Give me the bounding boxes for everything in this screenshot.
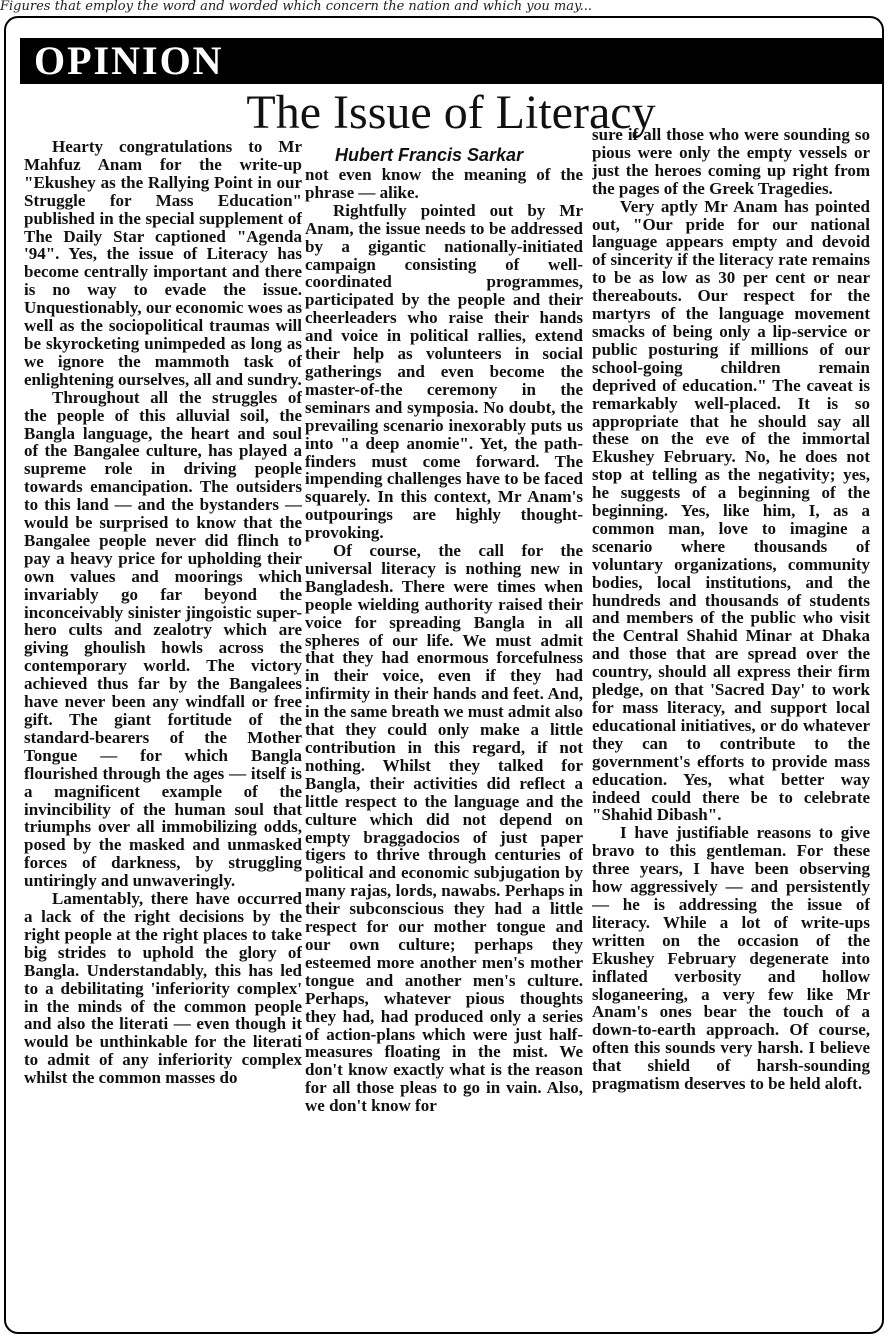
paragraph: Very aptly Mr Anam has pointed out, "Our pride for our national language appears empty and devoid of sincerity if the literacy rate remains to be as low as 30 per cent or near thereabouts. Our respect for the martyrs of the language movement smacks of being only a lip-service or public posturing if millions of our school-going children remain deprived of education." The caveat is remarkably well-placed. It is so appropriate that he should say all these on the eve of the immortal Ekushey February. No, he does not stop at telling as the negativity; yes, he suggests of a beginning of the beginning. Yes, like him, I, as a common man, love to imagine a scenario where thousands of voluntary organizations, community bodies, local institutions, and the hundreds and thousands of students and members of the public who visit the Central Shahid Minar at Dhaka and those that are spread over the country, should all express their firm pledge, on that 'Sacred Day' to work for mass literacy, and support local educational initiatives, or do whatever they can to contribute to the government's efforts to provide mass education. Yes, what better way indeed could there be to celebrate "Shahid Dibash". — [592, 196, 870, 825]
paragraph: Of course, the call for the universal literacy is nothing new in Bangladesh. There were times when people wielding authority raised their voice for spreading Bangla in all spheres of our life. We must admit that they had enormous forcefulness in their voice, even if they had infirmity in their hands and feet. And, in the same breath we must admit also that they could only make a little contribution in this regard, if not nothing. Whilst they talked for Bangla, their activities did reflect a little respect to the language and the culture which did not depend on empty braggadocios of just paper tigers to thrive through centuries of political and economic subjugation by many rajas, lords, nawabs. Perhaps in their subconscious they had a little respect for our mother tongue and our own culture; perhaps they esteemed more another men's mother tongue and another men's culture. Perhaps, whatever pious thoughts they had, had produced only a series of action-plans which were just half-measures floating in the mist. We don't know exactly what is the reason for all those pleas to go in vain. Also, we don't know for — [305, 541, 583, 1116]
top-clipped-text: Figures that employ the word and worded which concern the nation and which you may... — [0, 0, 593, 14]
column-3 — [592, 126, 870, 1314]
paragraph: Lamentably, there have occurred a lack of the right decisions by the right people at the right places to take big strides to uphold the glory of Bangla. Understandably, this has led to a debilitating 'inferiority complex' in the minds of the common people and also the literati — even though it would be unthinkable for the literati to admit of any inferiority complex whilst the common masses do — [24, 889, 302, 1088]
column-2 — [305, 138, 583, 1316]
paragraph: Rightfully pointed out by Mr Anam, the issue needs to be addressed by a gigantic nationally-initiated campaign consisting of well-coordinated programmes, participated by the people and their cheerleaders who raise their hands and voice in political rallies, extend their help as volunteers in social gatherings and even become the master-of-the ceremony in the seminars and symposia. No doubt, the prevailing scenario inexorably puts us into "a deep anomie". Yet, the path-finders must come forward. The impending challenges have to be faced squarely. In this context, Mr Anam's outpourings are highly thought-provoking. — [305, 200, 583, 543]
headline: The Issue of Literacy — [246, 86, 656, 139]
byline: Hubert Francis Sarkar — [335, 145, 524, 165]
paragraph: Hearty congratulations to Mr Mahfuz Anam for the write-up "Ekushey as the Rallying Point in our Struggle for Mass Education" published in the special supplement of The Daily Star captioned "Agenda '94". Yes, the issue of Literacy has become centrally important and there is no way to evade the issue. Unquestionably, our economic woes as well as the sociopolitical traumas will be skyrocketing unimpeded as long as we ignore the mammoth task of enlightening ourselves, all and sundry. — [24, 138, 302, 389]
paragraph: not even know the meaning of the phrase — alike. — [305, 165, 583, 202]
section-banner: OPINION — [20, 38, 882, 84]
column-1 — [24, 138, 302, 1316]
paragraph: I have justifiable reasons to give bravo to this gentleman. For these three years, I have been observing how aggressively — and persistently — he is addressing the issue of literacy. While a lot of write-ups written on the occasion of the Ekushey February degenerate into inflated verbosity and hollow sloganeering, a very few like Mr Anam's ones bear the touch of a down-to-earth approach. Of course, often this sounds very harsh. I believe that shield of harsh-sounding pragmatism deserves to be held aloft. — [592, 823, 870, 1094]
paragraph: Throughout all the struggles of the people of this alluvial soil, the Bangla language, the heart and soul of the Bangalee culture, has played a supreme role in driving people towards emancipation. The outsiders to this land — and the bystanders — would be surprised to know that the Bangalee people never did flinch to pay a heavy price for upholding their own values and moorings which invariably go far beyond the inconceivably sinister jingoistic super-hero cults and zealotry which are giving ghoulish howls across the contemporary world. The victory achieved thus far by the Bangalees have never been any windfall or free gift. The giant fortitude of the standard-bearers of the Mother Tongue — for which Bangla flourished through the ages — itself is a magnificent example of the invincibility of the human soul that triumphs over all immobilizing odds, posed by the masked and unmasked forces of darkness, by struggling untiringly and unwaveringly. — [24, 387, 302, 891]
paragraph: sure if all those who were sounding so pious were only the empty vessels or just the heroes coming up right from the pages of the Greek Tragedies. — [592, 126, 870, 198]
